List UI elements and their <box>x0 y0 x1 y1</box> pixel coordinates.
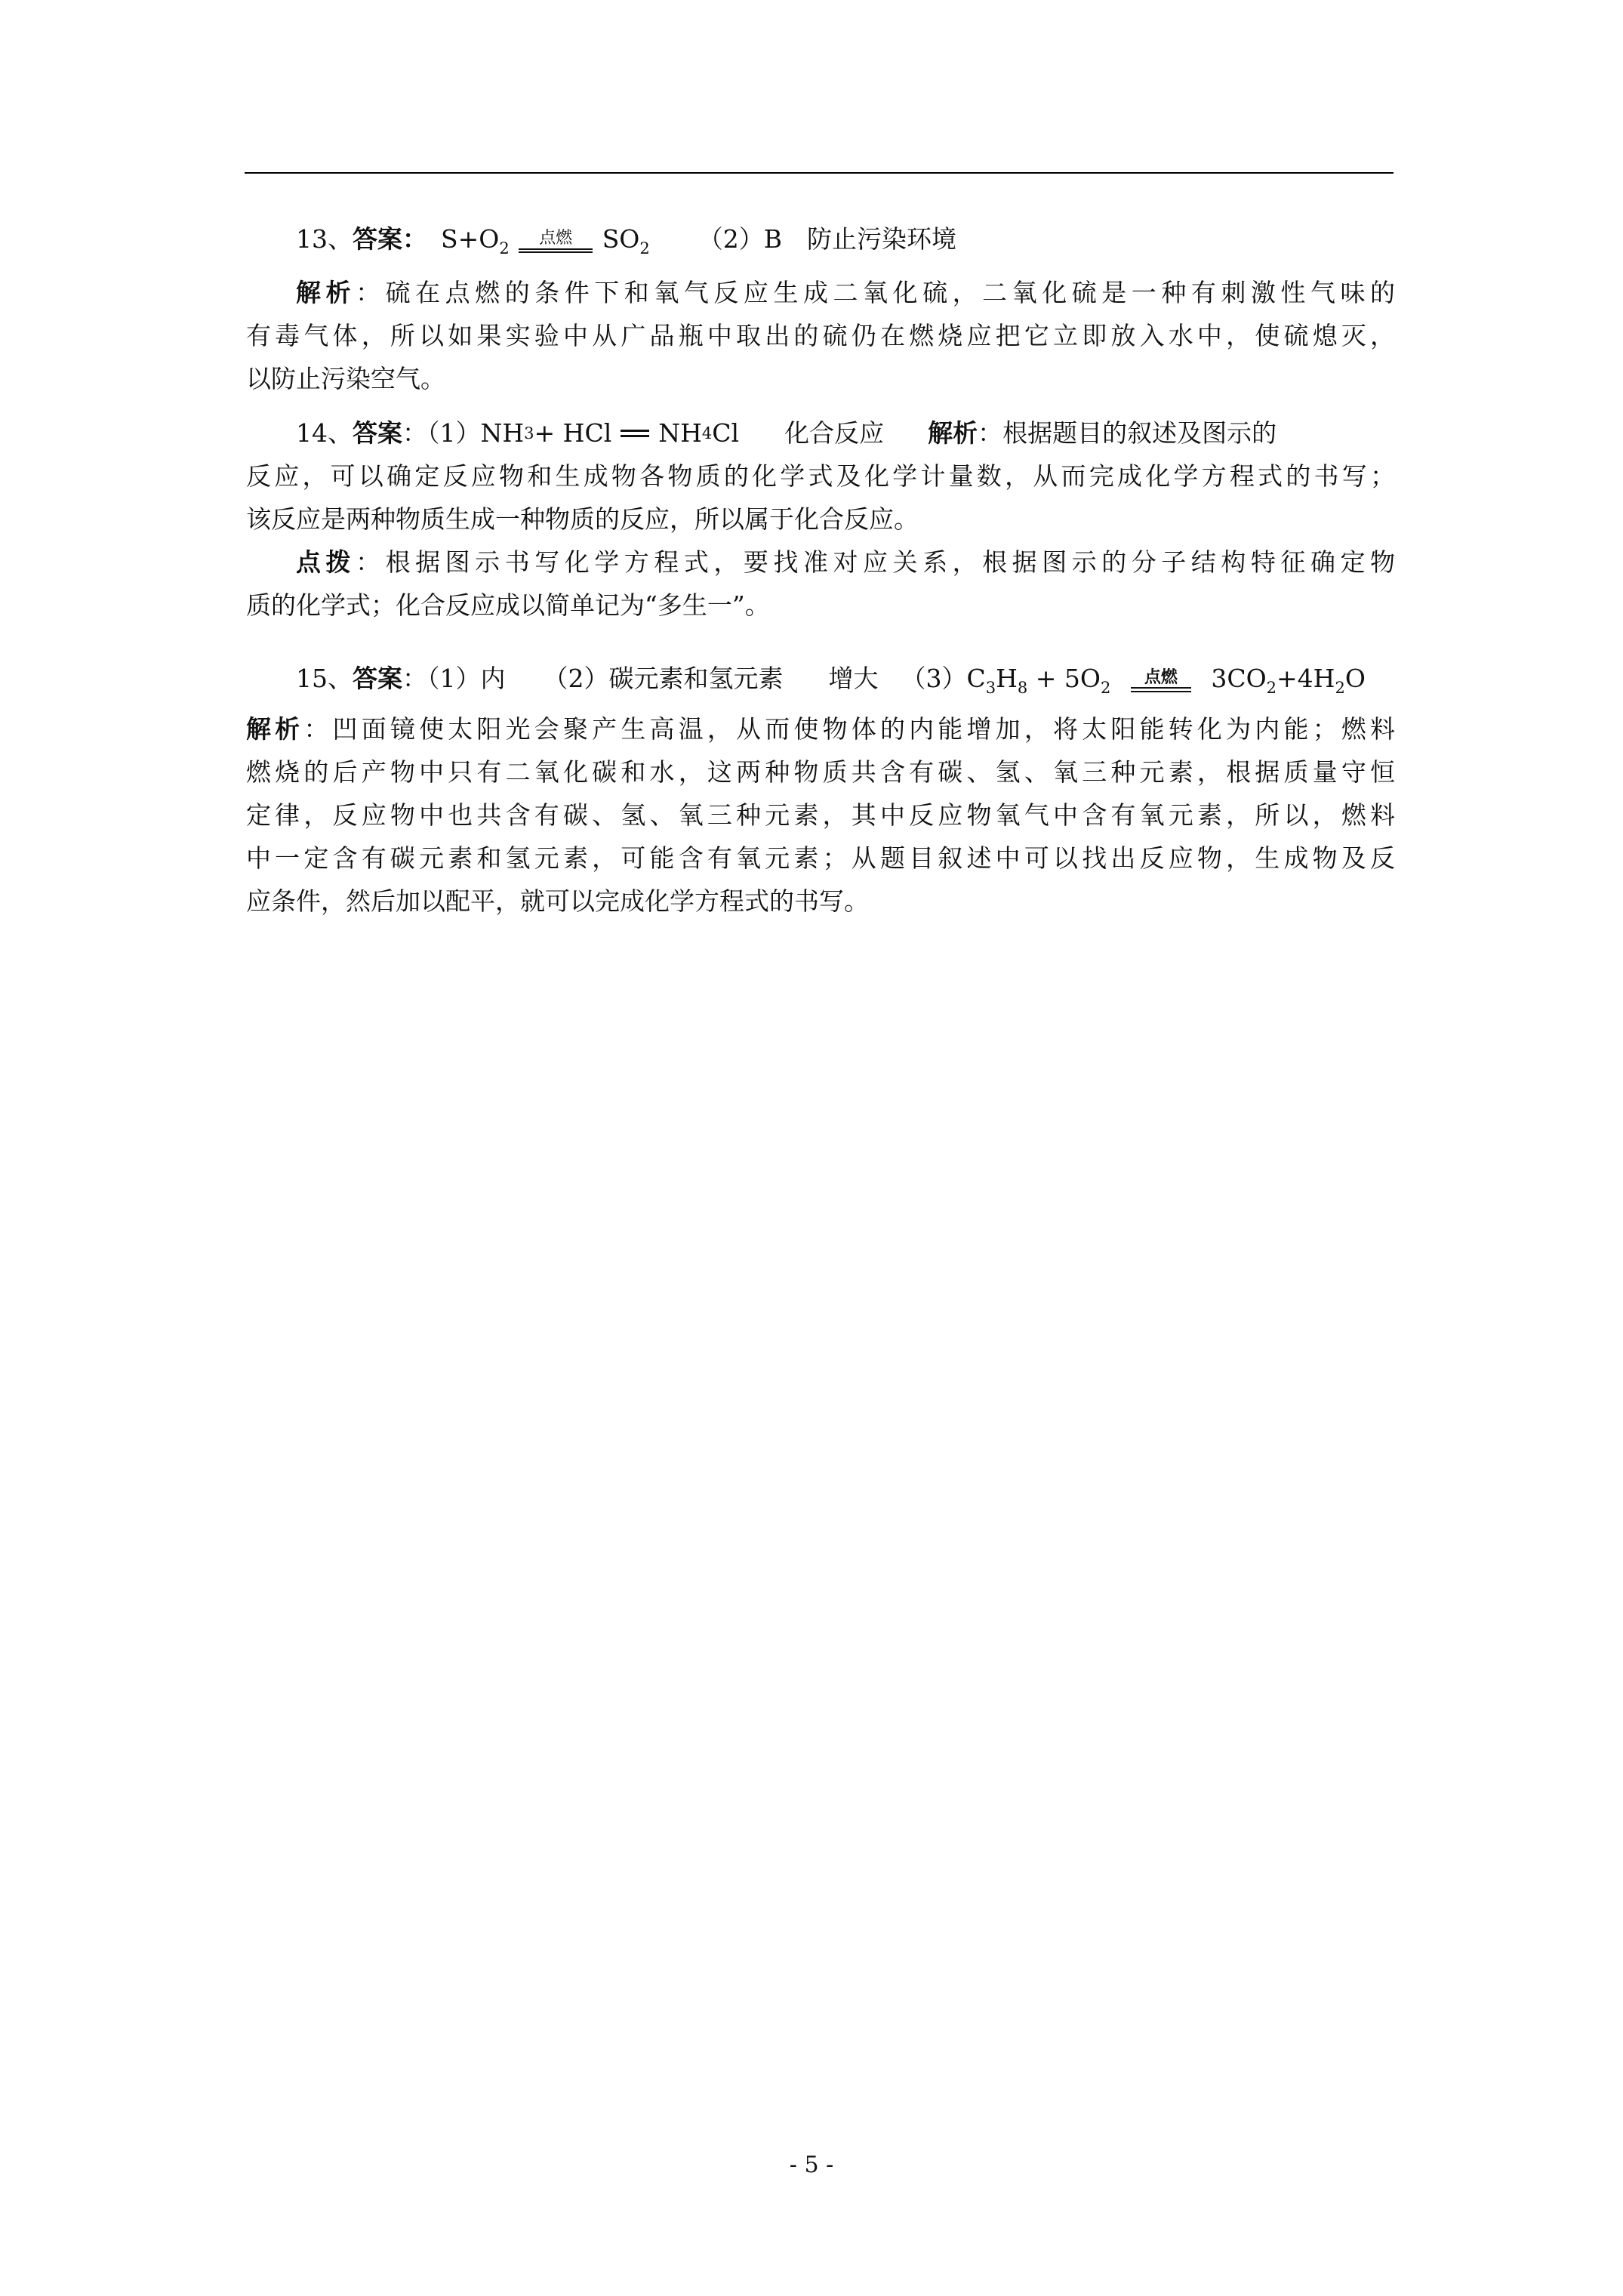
q13-answer-line: 13、 答案 ： $S+O_2$ 点燃 $SO_2$ （2）B 防止污染环境 <box>246 217 1395 260</box>
q14-analysis-line-2: 反应，可以确定反应物和生成物各物质的化学式及化学计量数，从而完成化学方程式的书写； <box>246 461 1395 491</box>
q14-tip-line-1: 点拨：根据图示书写化学方程式，要找准对应关系，根据图示的分子结构特征确定物 <box>296 547 1396 577</box>
question-number: 15、 <box>296 664 353 693</box>
reaction-type: 化合反应 <box>784 418 885 448</box>
equation-15: $(3)C_3H_8 + 5O_2$ 点燃 $3CO_2+4H_2O$ <box>901 664 1366 697</box>
question-number: 14、 <box>296 418 353 448</box>
answer-label: 答案 <box>353 664 402 693</box>
q13-analysis-line-1: 解析：硫在点燃的条件下和氧气反应生成二氧化硫，二氧化硫是一种有刺激性气味的 <box>296 278 1396 307</box>
question-number: 13、 <box>296 224 353 254</box>
q13-analysis-line-2: 有毒气体，所以如果实验中从广品瓶中取出的硫仍在燃烧应把它立即放入水中，使硫熄灭， <box>246 321 1395 350</box>
q14-answer-line: 14、 答案 ：（1）NH 3 + HCl NH 4 Cl 化合反应 解析 ：根据题目的叙述及图示的 <box>246 411 1395 455</box>
page-number: - 5 - <box>789 2152 834 2178</box>
analysis-label: 解析 <box>928 418 978 448</box>
q15-analysis-line-5: 应条件，然后加以配平，就可以完成化学方程式的书写。 <box>246 886 869 916</box>
q13-analysis-line-3: 以防止污染空气。 <box>246 364 445 393</box>
equals-sign <box>621 428 649 439</box>
q13-part2: （2）B 防止污染环境 <box>698 224 956 254</box>
analysis-label: 解析 <box>246 714 304 744</box>
answer-label: 答案 <box>353 224 402 254</box>
q15-answer-line: 15、 答案 ：（1）内 （2）碳元素和氢元素 增大 $(3)C_3H_8 + 5O_2$ 点燃 $3CO_2+4H_2O$ <box>246 657 1395 700</box>
answer-label: 答案 <box>353 418 402 448</box>
q15-block <box>246 657 1395 923</box>
reaction-condition-arrow: 点燃 <box>519 230 593 253</box>
reaction-condition-arrow: 点燃 <box>1131 668 1191 692</box>
tip-label: 点拨 <box>296 547 356 577</box>
q13-block <box>246 217 1395 400</box>
q15-analysis-line-3: 定律，反应物中也共含有碳、氢、氧三种元素，其中反应物氧气中含有氧元素，所以，燃料 <box>246 800 1395 830</box>
q14-analysis-line-3: 该反应是两种物质生成一种物质的反应，所以属于化合反应。 <box>246 504 919 534</box>
analysis-label: 解析 <box>296 278 356 307</box>
q15-analysis-line-4: 中一定含有碳元素和氢元素，可能含有氧元素；从题目叙述中可以找出反应物，生成物及反 <box>246 843 1395 873</box>
q14-tip-line-2: 质的化学式；化合反应成以简单记为“多生一”。 <box>246 590 770 620</box>
equation-13: $S+O_2$ 点燃 $SO_2$ <box>441 224 650 257</box>
header-rule <box>245 172 1394 174</box>
q15-analysis-line-2: 燃烧的后产物中只有二氧化碳和水，这两种物质共含有碳、氢、氧三种元素，根据质量守恒 <box>246 757 1395 787</box>
q14-block <box>246 411 1395 627</box>
q15-analysis-line-1: 解析：凹面镜使太阳光会聚产生高温，从而使物体的内能增加，将太阳能转化为内能；燃料 <box>246 714 1396 744</box>
